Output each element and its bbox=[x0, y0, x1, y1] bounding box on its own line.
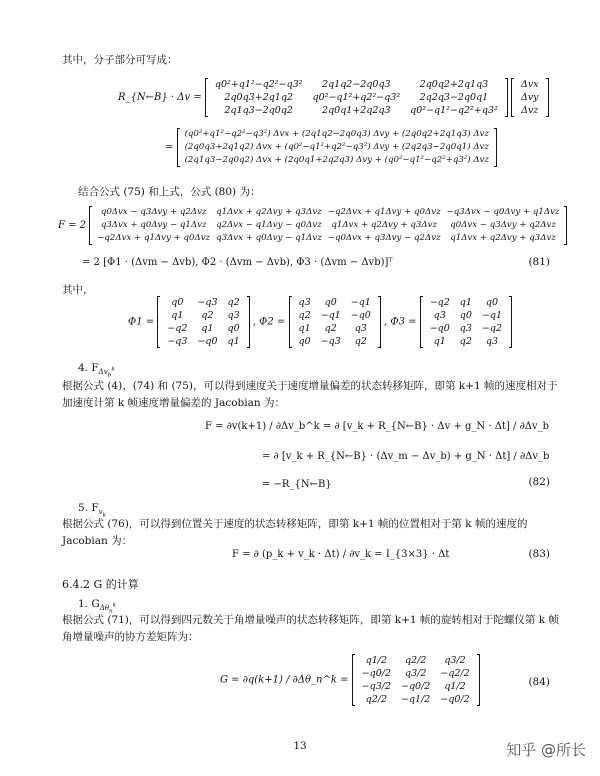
phi-matrices bbox=[128, 296, 512, 348]
g-matrix-cell: q2/2 bbox=[365, 694, 388, 705]
phi2-cell: q2 bbox=[354, 336, 367, 347]
rotation-matrix-cell: 2q1q2−2q0q3 bbox=[322, 79, 391, 90]
rnb-result-vector bbox=[177, 128, 497, 167]
section-heading: 6.4.2 G 的计算 bbox=[62, 578, 139, 591]
intro-text-1: 其中，分子部分可写成： bbox=[62, 54, 178, 66]
g-matrix-cell: q2/2 bbox=[405, 655, 427, 666]
big-matrix-cell: q2Δvx − q1Δvy − q0Δvz bbox=[216, 220, 322, 230]
item5-title-text: 5. F bbox=[78, 502, 99, 514]
phi1-cell: q1 bbox=[171, 310, 184, 321]
equation-84 bbox=[220, 654, 480, 706]
phi3-cell: q2 bbox=[459, 336, 472, 347]
big-matrix-cell: −q2Δvx + q1Δvy + q0Δvz bbox=[97, 233, 211, 243]
eq84-number: (84) bbox=[528, 676, 550, 688]
big-matrix-cell: q3Δvx + q0Δvy − q1Δvz bbox=[100, 220, 207, 230]
equation-rnb-result: = (q0²+q1²−q2²−q3²) Δvx + (2q1q2−2q0q3) Δvy + (2q0q2+2q1q3) Δvz (2q0q3+2q1q2) Δvx + (q0²−q1²+q2²−q3²) Δvy + (2q2q3−2q0q1) Δvz (2q1q3−2q0q2) Δvx + (2q0q1+2q2q3) Δvy + (q0²−q1²−q2²+q3²) Δvz bbox=[165, 128, 497, 167]
phi2-cell: q0 bbox=[298, 336, 311, 347]
watermark: 知乎 @所长 bbox=[506, 741, 586, 759]
eq82-number: (82) bbox=[528, 476, 550, 488]
phi2-cell: q0 bbox=[324, 297, 337, 308]
phi2-cell: −q3 bbox=[320, 336, 341, 347]
delta-v-cell: Δvz bbox=[521, 105, 539, 116]
equation-rnb bbox=[118, 78, 549, 117]
item5-title: 5. $F_{v_k}$ bbox=[78, 502, 107, 519]
equation-82-line2: = ∂ [v_k + R_{N←B} · (Δv_m − Δv_b) + g_N · Δt] / ∂Δv_b bbox=[262, 451, 550, 462]
phi1-cell: −q3 bbox=[197, 297, 218, 308]
phi3-cell: q3 bbox=[459, 323, 472, 334]
phi3-cell: q0 bbox=[485, 297, 499, 308]
big-matrix-cell: −q0Δvx + q3Δvy − q2Δvz bbox=[327, 233, 441, 243]
phi1-cell: q0 bbox=[171, 297, 184, 308]
rotation-matrix-cell: q0²+q1²−q2²−q3² bbox=[214, 79, 303, 90]
item1-title-text: 1. G bbox=[78, 598, 100, 610]
equation-82-line1: F = ∂v(k+1) / ∂Δv_b^k = ∂ [v_k + R_{N←B} · Δv + g_N · Δt] / ∂Δv_b bbox=[205, 421, 550, 432]
phi1-cell: q3 bbox=[227, 310, 240, 321]
rotation-matrix-cell: 2q1q3−2q0q2 bbox=[224, 105, 293, 116]
big-matrix-cell: q0Δvx − q3Δvy + q2Δvz bbox=[450, 220, 556, 230]
phi1-label: Φ1 = bbox=[128, 316, 155, 328]
phi1-cell: q0 bbox=[227, 323, 240, 334]
phi3-cell: q0 bbox=[459, 310, 472, 321]
phi3-cell: q1 bbox=[433, 336, 446, 347]
rotation-matrix-cell: 2q0q2+2q1q3 bbox=[419, 79, 489, 90]
g-matrix-cell: −q0/2 bbox=[440, 694, 470, 705]
phi1-cell: q2 bbox=[227, 297, 240, 308]
phi2-matrix bbox=[289, 296, 381, 348]
phi1-matrix bbox=[157, 296, 249, 348]
g-matrix-cell: −q1/2 bbox=[401, 694, 431, 705]
phi3-label: , Φ3 = bbox=[384, 316, 417, 328]
equation-83: F = ∂ (p_k + v_k · Δt) / ∂v_k = I_{3×3} · Δt bbox=[232, 549, 450, 560]
rotation-matrix-cell: 2q2q3−2q0q1 bbox=[419, 92, 489, 103]
delta-v-cell: Δvx bbox=[520, 79, 539, 90]
item1-title: 1. $G_{\Delta\theta_n^k}$ bbox=[78, 598, 117, 615]
phi3-cell: −q2 bbox=[429, 297, 450, 308]
delta-v-cell: Δvy bbox=[520, 92, 539, 103]
big-matrix bbox=[89, 206, 567, 245]
g-matrix-cell: q3/2 bbox=[405, 668, 427, 679]
big-matrix-cell: −q3Δvx − q0Δvy + q1Δvz bbox=[446, 207, 560, 217]
big-matrix-cell: q3Δvx + q0Δvy − q1Δvz bbox=[216, 233, 322, 243]
delta-v-vector bbox=[511, 78, 549, 117]
phi2-cell: −q0 bbox=[350, 310, 371, 321]
big-matrix-cell: q0Δvx − q3Δvy + q2Δvz bbox=[100, 207, 207, 217]
g-matrix-cell: −q3/2 bbox=[361, 681, 392, 692]
phi3-cell: −q0 bbox=[429, 323, 450, 334]
phi1-cell: −q2 bbox=[167, 323, 188, 334]
phi3-cell: q1 bbox=[459, 297, 472, 308]
phi2-cell: q1 bbox=[298, 323, 311, 334]
item4-text: 根据公式 (4)、(74) 和 (75)，可以得到速度关于速度增量偏差的状态转移矩阵，即第 k+1 帧的速度相对于加速度计第 k 帧速度增量偏差的 Jacobian 为： bbox=[62, 380, 558, 409]
rotation-matrix bbox=[205, 78, 508, 117]
g-matrix-cell: q3/2 bbox=[444, 655, 466, 666]
phi2-cell: q3 bbox=[354, 323, 367, 334]
phi1-cell: q2 bbox=[201, 310, 214, 321]
phi3-cell: −q2 bbox=[481, 323, 503, 334]
phi3-cell: q3 bbox=[485, 336, 499, 347]
rotation-matrix-cell: 2q0q1+2q2q3 bbox=[322, 105, 391, 116]
rnb-result-cell: (2q0q3+2q1q2) Δvx + (q0²−q1²+q2²−q3²) Δvy + (2q2q3−2q0q1) Δvz bbox=[184, 142, 489, 152]
eq84-lhs: G = ∂q(k+1) / ∂Δθ_n^k = bbox=[220, 674, 349, 686]
item5-text: 根据公式 (76)，可以得到位置关于速度的状态转移矩阵，即第 k+1 帧的位置相对于第 k 帧的速度的 Jacobian 为： bbox=[62, 518, 528, 547]
g-matrix-cell: q1/2 bbox=[365, 655, 388, 666]
big-matrix-cell: −q2Δvx + q1Δvy + q0Δvz bbox=[327, 207, 441, 217]
phi1-cell: −q3 bbox=[167, 336, 188, 347]
phi2-label: , Φ2 = bbox=[252, 316, 286, 328]
phi3-matrix bbox=[420, 296, 512, 348]
eq81-second-line: = 2 [Φ1 · (Δvm − Δvb), Φ2 · (Δvm − Δvb), Φ3 · (Δvm − Δvb)]ᵀ bbox=[82, 257, 393, 268]
equation-82-line3: = −R_{N←B} bbox=[262, 479, 332, 490]
phi2-cell: q2 bbox=[324, 323, 337, 334]
eq83-number: (83) bbox=[528, 548, 550, 560]
rotation-matrix-cell: q0²−q1²−q2²+q3² bbox=[410, 105, 498, 116]
big-matrix-cell: q1Δvx + q2Δvy + q3Δvz bbox=[450, 233, 556, 243]
phi2-cell: q2 bbox=[298, 310, 311, 321]
item4-title-text: 4. F bbox=[78, 362, 99, 374]
big-matrix-cell: q1Δvx + q2Δvy + q3Δvz bbox=[216, 207, 322, 217]
phi2-cell: −q1 bbox=[320, 310, 341, 321]
rotation-matrix-cell: q0²−q1²+q2²−q3² bbox=[312, 92, 401, 103]
big-matrix-cell: q1Δvx + q2Δvy + q3Δvz bbox=[331, 220, 437, 230]
phi3-cell: −q1 bbox=[481, 310, 503, 321]
item1-text: 根据公式 (71)，可以得到四元数关于角增量噪声的状态转移矩阵，即第 k+1 帧的旋转相对于陀螺仪第 k 帧角增量噪声的协方差矩阵为： bbox=[62, 614, 559, 643]
intro-text-2: 结合公式 (75) 和上式，公式 (80) 为： bbox=[78, 186, 261, 198]
item4-title: 4. $F_{\Delta v_b^k}$ bbox=[78, 362, 115, 379]
rnb-result-cell: (2q1q3−2q0q2) Δvx + (2q0q1+2q2q3) Δvy + (q0²−q1²−q2²+q3²) Δvz bbox=[184, 155, 489, 165]
eq-rnb-lhs: R_{N←B} · Δv = bbox=[118, 92, 202, 103]
rotation-matrix-cell: 2q0q3+2q1q2 bbox=[224, 92, 293, 103]
g-matrix-cell: −q0/2 bbox=[361, 668, 392, 679]
g-matrix-cell: q1/2 bbox=[444, 681, 466, 692]
intro-text-3: 其中， bbox=[62, 284, 94, 296]
page-number: 13 bbox=[293, 740, 307, 752]
eq81-lhs: F = 2 bbox=[58, 220, 87, 231]
phi2-cell: q3 bbox=[298, 297, 311, 308]
g-matrix bbox=[352, 654, 480, 706]
phi1-cell: −q0 bbox=[197, 336, 218, 347]
phi1-cell: q1 bbox=[227, 336, 240, 347]
phi1-cell: q1 bbox=[201, 323, 214, 334]
equation-81 bbox=[58, 206, 567, 245]
g-matrix-cell: −q0/2 bbox=[401, 681, 431, 692]
rnb-result-cell: (q0²+q1²−q2²−q3²) Δvx + (2q1q2−2q0q3) Δvy + (2q0q2+2q1q3) Δvz bbox=[184, 129, 489, 139]
g-matrix-cell: −q2/2 bbox=[440, 668, 470, 679]
phi3-cell: q3 bbox=[433, 310, 446, 321]
phi2-cell: −q1 bbox=[350, 297, 371, 308]
eq81-number: (81) bbox=[528, 256, 550, 268]
